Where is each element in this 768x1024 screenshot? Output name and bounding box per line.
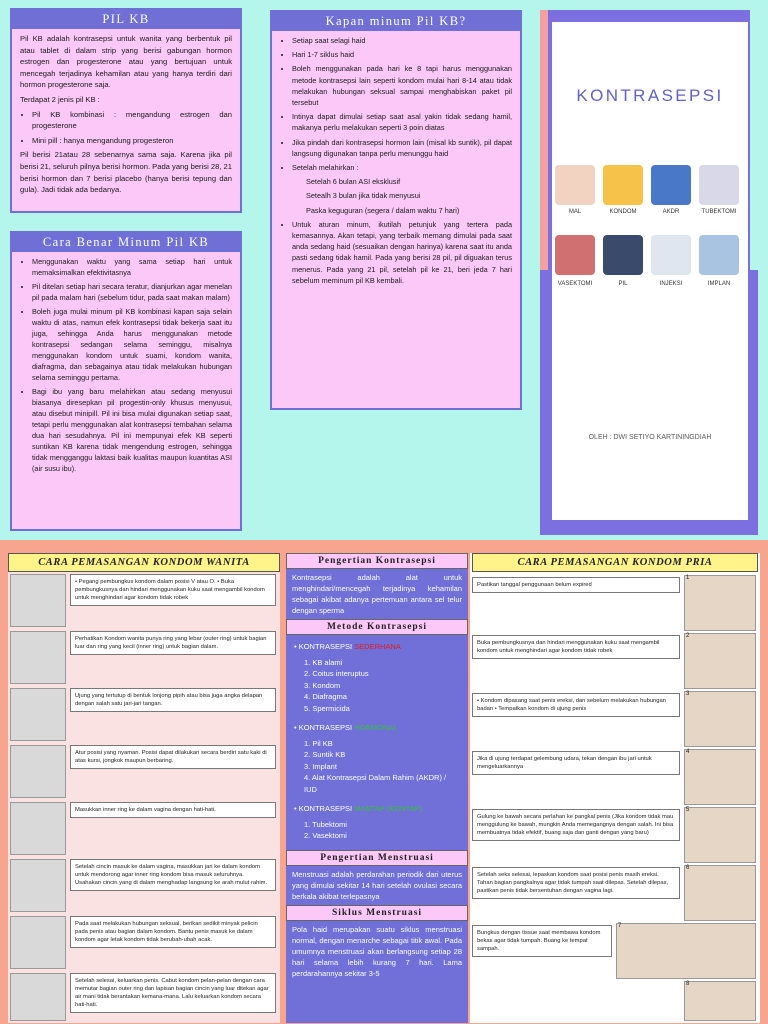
kapan-item: • Hari 1-7 siklus haid (292, 49, 512, 60)
step-illustration (616, 923, 756, 979)
siklus-text: Pola haid merupakan suatu siklus menstruasi normal, dengan menarche sebagai titik awal. Pada umumnya menstruasi akan berlangsung setiap 28 hari selama lebih kurang 7 hari. Lama perdarahannya sekitar 3-5 (292, 924, 462, 978)
wanita-step (8, 800, 272, 857)
pria-step (470, 807, 760, 865)
pil-image (603, 235, 643, 275)
tubektomi-image (699, 165, 739, 205)
implan-image (699, 235, 739, 275)
method-item: 3. Implant (304, 761, 337, 771)
step-number: 3 (686, 691, 690, 697)
wanita-step-text: Atur posisi yang nyaman. Posisi dapat dilakukan secara berdiri satu kaki di atas kursi, jongkok maupun berbaring. (70, 745, 276, 769)
vasektomi-image (555, 235, 595, 275)
cara-benar-item: • Pil ditelan setiap hari secara teratur, dianjurkan agar menelan pil pada malam hari (sebelum tidur, pada saat makan malam) (32, 281, 232, 303)
akdr-image (651, 165, 691, 205)
group-type: MANTAP (KONTAP) (354, 804, 423, 813)
step-illustration (10, 859, 66, 912)
step-illustration (10, 688, 66, 741)
kapan-item: • Setelah melahirkan : (292, 162, 512, 173)
method-item: 3. Kondom (304, 680, 341, 690)
step-number: 1 (686, 575, 690, 581)
wanita-step-text: • Pegang pembungkus kondom dalam posisi V atau O. • Buka pembungkusnya dan hindari menggunakan kuku saat mengambil kondom untuk menghindari agar kondom tidak robek (70, 574, 276, 606)
step-illustration (684, 865, 756, 921)
kapan-sub: Paska keguguran (segera / dalam waktu 7 hari) (306, 205, 460, 215)
author: OLEH : DWI SETIYO KARTININGDIAH (588, 434, 712, 441)
step-illustration (684, 981, 756, 1021)
method-item: 1. Tubektomi (304, 819, 347, 829)
kondom-pria-column (470, 553, 760, 1023)
kapan-item: • Boleh menggunakan pada hari ke 8 tapi harus menggunakan metode kontrasepsi lain seperti kondom mulai hari 8-14 atau tidak melakukan hubungan seksual sampai menghabiskan paket pil tersebut (292, 63, 512, 108)
pil-kb-type: • Pil KB kombinasi : mengandung estrogen dan progesterone (32, 109, 232, 132)
pil-kb-type: • Mini pill : hanya mengandung progesteron (32, 135, 232, 147)
step-illustration (684, 691, 756, 747)
pengertian-kontrasepsi-text: Kontrasepsi adalah alat untuk menghindari/mencegah terjadinya kehamilan sebagai akibat adanya pertemuan antara sel telur dengan sperma (292, 573, 462, 615)
step-number: 8 (686, 981, 690, 987)
group-label: KONTRASEPSI (298, 642, 353, 651)
pria-step-text: • Kondom dipasang saat penis ereksi, dan sebelum melakukan hubungan badan • Tempatkan kondom di ujung penis (472, 693, 680, 717)
wanita-step-text: Masukkan inner ring ke dalam vagina dengan hati-hati. (70, 802, 276, 818)
cara-benar-item: • Menggunakan waktu yang sama setiap hari untuk memaksimalkan efektivitasnya (32, 256, 232, 278)
siklus-heading: Siklus Menstruasi (286, 905, 468, 921)
wanita-step (8, 572, 272, 629)
method-item: 4. Alat Kontrasepsi Dalam Rahim (AKDR) / IUD (304, 773, 447, 794)
wanita-step-text: Ujung yang tertutup di bentuk lonjong pipih atau bisa juga angka delapan dengan salah satu jari-jari tangan. (70, 688, 276, 712)
group-label: KONTRASEPSI (298, 804, 353, 813)
pil-kb-note: Pil berisi 21atau 28 sebenarnya sama saja. Karena jika pil berisi 21, seluruh pilnya berisi hormon. Pada yang berisi 28, 21 berisi hormon dan 7 berisi placebo (hanya berisi tepung dan gula). Jadi tidak ada bedanya. (20, 150, 232, 195)
wanita-step (8, 629, 272, 686)
metode-heading: Metode Kontrasepsi (286, 619, 468, 635)
pria-step (470, 923, 760, 981)
kapan-sub: Setealh 3 bulan jika tidak menyusui (306, 191, 421, 201)
method-item: 2. Vasektomi (304, 831, 347, 840)
wanita-step (8, 914, 272, 971)
pengertian-kontrasepsi-heading: Pengertian Kontrasepsi (286, 553, 468, 569)
step-illustration (10, 802, 66, 855)
cara-benar-box (10, 231, 242, 531)
step-number: 4 (686, 749, 690, 755)
pria-step (470, 575, 760, 633)
wanita-step-text: Setelah cincin masuk ke dalam vagina, masukkan jari ke dalam kondom untuk mendorong agar inner ring kondom bisa masuk seluruhnya. Usahakan cincin yang di dalam menghadap langsung ke arah mulut rahim. (70, 859, 276, 891)
step-number: 7 (618, 923, 622, 929)
method-label: AKDR (662, 209, 680, 215)
pria-step (470, 981, 760, 1021)
cara-benar-item: • Bagi ibu yang baru melahirkan atau sedang menyusui biasanya diresepkan pil progestin-only khusus menyusui, atau disebut minipill. Pil ini bisa mulai digunakan setiap saat, tetapi perlu menggunakan alat kontrasepsi tembahan selama dua hari sesudahnya. Pil ini mempunyai efek KB seperti suntikan KB karena tidak mengendung estrogen, sehingga tidak mengganggu laktasi baik kualitas maupun kuantitas ASI (air susu ibu). (32, 386, 232, 474)
wanita-step (8, 971, 272, 1021)
pria-step (470, 691, 760, 749)
kapan-box (270, 10, 522, 410)
kondom-pria-heading: CARA PEMASANGAN KONDOM PRIA (472, 553, 758, 572)
step-number: 5 (686, 807, 690, 813)
wanita-step (8, 686, 272, 743)
method-label: INJEKSI (659, 281, 683, 287)
kapan-item: • Untuk aturan minum, ikutilah petunjuk yang tertera pada kemasannya. Akan tetapi, yang terbaik memang dimulai pada saat anda sedang haid (sesuaikan dengan harinya) karena saat itu anda pasti sedang tidak hamil. Pada yang berisi 28 pil, pil diguakan terus menerus. Pada yang 21 pil, setelah pil ke 21, beri jeda 7 hari sebelum meminum pil KB kembali. (292, 219, 512, 286)
kondom-image (603, 165, 643, 205)
kapan-item: • Jika pindah dari kontrasepsi hormon lain (misal kb suntik), pil dapat langsung digunakan tanpa perlu menunggu haid (292, 137, 512, 159)
method-item: 5. Spermicida (304, 703, 350, 713)
pria-step-text: Buka pembungkusnya dan hindari menggunakan kuku saat mengambil kondom untuk menghindari agar kondom tidak robek (472, 635, 680, 659)
pengertian-menstruasi-heading: Pengertian Menstruasi (286, 850, 468, 866)
method-item: 2. Coitus interuptus (304, 669, 369, 678)
step-illustration (684, 807, 756, 863)
method-item: 1. KB alami (304, 657, 343, 667)
pil-kb-types-intro: Terdapat 2 jenis pil KB : (20, 94, 100, 104)
cover-stripe (540, 10, 548, 270)
step-illustration (10, 631, 66, 684)
cara-benar-item: • Boleh juga mulai minum pil KB kombinasi kapan saja selain waktu di atas, namun efek kontrasepsi tidak bekerja saat itu juga, sehingga Anda harus menggunakan metode kontrasepsi sedangan selama seminggu, misalnya menggunakan kondom untuk suami, kondom wanita, diafragma, dan sebagainya atau tidak melakukan hubungan selama seminggu pertama. (32, 306, 232, 383)
wanita-step (8, 857, 272, 914)
method-label: IMPLAN (707, 281, 731, 287)
step-illustration (10, 574, 66, 627)
step-illustration (10, 916, 66, 969)
method-item: 1. Pil KB (304, 738, 333, 748)
method-label: MAL (568, 209, 582, 215)
method-item: 4. Diafragma (304, 692, 347, 701)
pria-step-text: Bungkus dengan tissue saat membawa kondom bekas agar tidak tumpah. Buang ke tempat sampah. (472, 925, 612, 957)
pria-step-text: Gulung ke bawah secara perlahan ke pangkal penis (Jika kondom tidak mau menggulung ke bawah, mungkin Anda memegangnya dengan salah. Ini bisa membuatnya tidak efektif, buang saja dan ganti dengan yang baru) (472, 809, 680, 841)
group-type: SEDERHANA (354, 642, 401, 651)
kapan-item: • Intinya dapat dimulai setiap saat asal yakin tidak sedang hamil, makanya perlu melakukan seperti 3 poin diatas (292, 111, 512, 133)
pria-step-text: Pastikan tanggal penggunaan belum expired (472, 577, 680, 593)
middle-column: Pengertian Kontrasepsi Kontrasepsi adalah alat untuk menghindari/mencegah terjadinya kehamilan sebagai akibat adanya pertemuan antara sel telur dengan sperma Metode Kontrasepsi • KONTRASEPSI SEDERHANA 1. KB alami 2. Coitus interuptus 3. Kondom 4. Diafragma 5. Spermicida • KONTRASEPSI HORMONAL 1. Pil KB 2. Suntik KB 3. Implant 4. Alat Kontrasepsi Dalam Rahim (AKDR) / IUD • KONTRASEPSI MANTAP (KONTAP) 1. Tubektomi 2. Vasektomi Pengertian Menstruasi Menstruasi adalah perdarahan periodik dari uterus yang dimulai sekitar 14 hari setelah ovulasi secara berkala akibat terlepasnya Siklus Menstruasi Pola haid merupakan suatu siklus menstruasi normal, dengan menarche sebagai titik awal. Pada umumnya menstruasi akan berlangsung setiap 28 hari selama lebih kurang 7 hari. Lama perdarahannya sekitar 3-5 (286, 553, 468, 1023)
pria-step-text: Jika di ujung terdapat gelembung udara, tekan dengan ibu jari untuk mengeluarkannya (472, 751, 680, 775)
pria-step (470, 749, 760, 807)
cover-stripe (750, 10, 758, 270)
cara-benar-heading: Cara Benar Minum Pil KB (12, 233, 240, 252)
cover-title: KONTRASEPSI (576, 86, 724, 105)
pil-kb-box (10, 8, 242, 213)
step-illustration (10, 745, 66, 798)
group-label: KONTRASEPSI (298, 723, 353, 732)
step-number: 6 (686, 865, 690, 871)
method-label: TUBEKTOMI (701, 209, 737, 215)
mal-image (555, 165, 595, 205)
wanita-step-text: Pada saat melakukan hubungan seksual, berikan sedikit minyak pelicin pada penis atau bagian dalam kondom. Bantu penis masuk ke dalam kondom agar letak kondom tidak berubah-ubah acak. (70, 916, 276, 948)
pengertian-menstruasi-text: Menstruasi adalah perdarahan periodik dari uterus yang dimulai sekitar 14 hari setelah ovulasi secara berkala akibat terlepasnya (292, 869, 462, 901)
step-illustration (684, 633, 756, 689)
wanita-step (8, 743, 272, 800)
wanita-step-text: Setelah selesai, keluarkan penis. Cabut kondom pelan-pelan dengan cara memutar bagian outer ring dan lapisan bagian cincin yang luar ditekan agar air mani tidak berantakan kemana-mana. Lalu keluarkan kondom secara hati-hati. (70, 973, 276, 1013)
pria-step (470, 865, 760, 923)
method-label: KONDOM (609, 209, 637, 215)
group-type: HORMONAL (354, 723, 398, 732)
kapan-item: • Setiap saat selagi haid (292, 35, 512, 46)
kapan-heading: Kapan minum Pil KB? (272, 12, 520, 31)
injeksi-image (651, 235, 691, 275)
pria-step (470, 633, 760, 691)
method-item: 2. Suntik KB (304, 750, 346, 759)
method-label: VASEKTOMI (557, 281, 593, 287)
pil-kb-definition: Pil KB adalah kontrasepsi untuk wanita yang berbentuk pil atau tablet di dalam strip yang berisi gabungan hormon estrogen dan progesterone atau yang bertujuan untuk mencegah terjadinya kehamilan atau yang hanya terdiri dari hormon progesterone saja. (20, 34, 232, 90)
kondom-wanita-heading: CARA PEMASANGAN KONDOM WANITA (8, 553, 280, 572)
kapan-sub: Setelah 6 bulan ASI eksklusif (306, 177, 401, 187)
step-illustration (10, 973, 66, 1021)
step-illustration (684, 575, 756, 631)
step-number: 2 (686, 633, 690, 639)
method-label: PIL (618, 281, 628, 287)
kondom-wanita-column (8, 553, 280, 1023)
wanita-step-text: Perhatikan Kondom wanita punya ring yang lebar (outer ring) untuk bagian luar dan ring yang kecil (inner ring) untuk bagian dalam. (70, 631, 276, 655)
pria-step-text: Setelah seks selesai, lepaskan kondom saat posisi penis masih ereksi. Tahan bagian pangkalnya agar tidak tumpah saat dilepas. Setelah dilepas, pastikan penis tidak bersentuhan dengan vagina lagi. (472, 867, 680, 899)
step-illustration (684, 749, 756, 805)
pil-kb-heading: PIL KB (12, 10, 240, 29)
